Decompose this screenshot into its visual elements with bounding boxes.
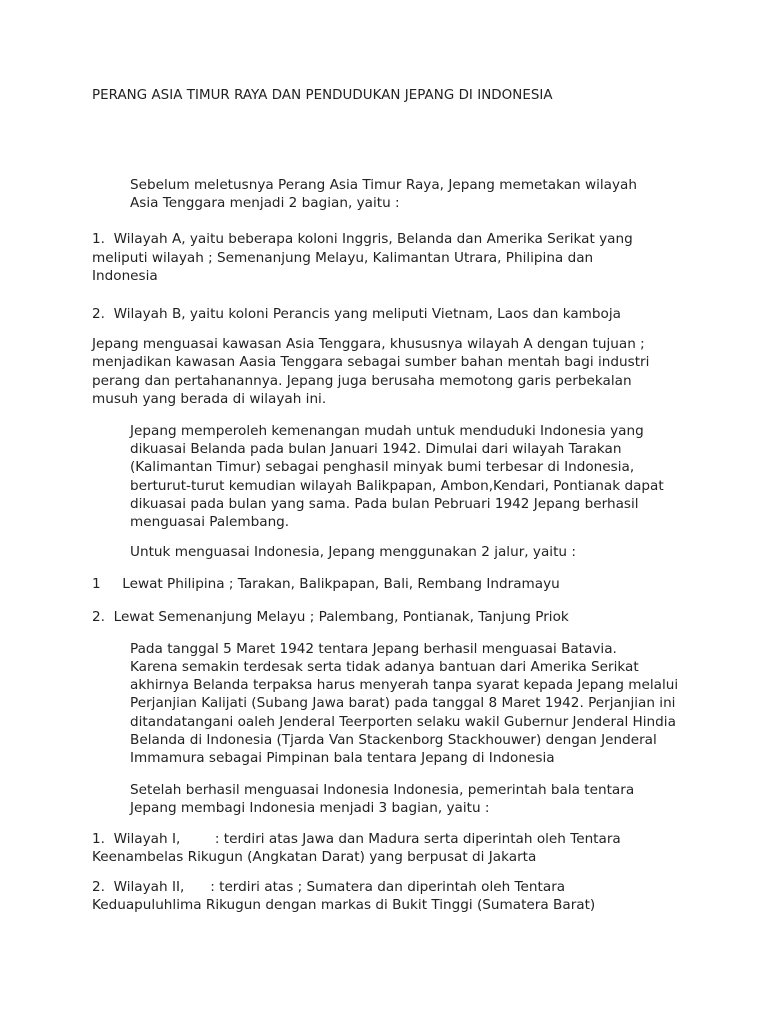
paragraph <box>92 640 692 767</box>
text-line: meliputi wilayah ; Semenanjung Melayu, Kalimantan Utrara, Philipina dan <box>92 249 594 266</box>
paragraph <box>92 305 692 323</box>
text-line: Immamura sebagai Pimpinan bala tentara Jepang di Indonesia <box>130 750 555 767</box>
text-line: Setelah berhasil menguasai Indonesia Indonesia, pemerintah bala tentara <box>130 782 635 799</box>
text-line: (Kalimantan Timur) sebagai penghasil minyak bumi terbesar di Indonesia, <box>130 459 635 476</box>
text-line: Jepang memperoleh kemenangan mudah untuk menduduki Indonesia yang <box>130 423 644 440</box>
document-title: PERANG ASIA TIMUR RAYA DAN PENDUDUKAN JEPANG DI INDONESIA <box>92 88 553 103</box>
text-line: 1. Wilayah I, : terdiri atas Jawa dan Madura serta diperintah oleh Tentara <box>92 830 621 847</box>
paragraph <box>92 781 692 817</box>
text-line: berturut-turut kemudian wilayah Balikpapan, Ambon,Kendari, Pontianak dapat <box>130 477 664 494</box>
text-line: Asia Tenggara menjadi 2 bagian, yaitu : <box>130 195 400 212</box>
text-line: menjadikan kawasan Aasia Tenggara sebagai sumber bahan mentah bagi industri <box>92 354 650 371</box>
text-line: Karena semakin terdesak serta tidak adanya bantuan dari Amerika Serikat <box>130 659 639 676</box>
text-line: Indonesia <box>92 267 158 284</box>
paragraph <box>92 608 692 626</box>
text-line: 1 Lewat Philipina ; Tarakan, Balikpapan, Bali, Rembang Indramayu <box>92 576 560 593</box>
text-line: menguasai Palembang. <box>130 514 290 531</box>
paragraph <box>92 176 692 212</box>
text-line: Keduapuluhlima Rikugun dengan markas di Bukit Tinggi (Sumatera Barat) <box>92 897 596 914</box>
document-body <box>92 176 692 927</box>
text-line: Belanda di Indonesia (Tjarda Van Stackenborg Stackhouwer) dengan Jenderal <box>130 731 657 748</box>
paragraph <box>92 543 692 561</box>
paragraph <box>92 575 692 593</box>
text-line: musuh yang berada di wilayah ini. <box>92 390 327 407</box>
text-line: perang dan pertahanannya. Jepang juga berusaha memotong garis perbekalan <box>92 372 632 389</box>
text-line: akhirnya Belanda terpaksa harus menyerah tanpa syarat kepada Jepang melalui <box>130 677 679 694</box>
paragraph <box>92 335 692 408</box>
text-line: 1. Wilayah A, yaitu beberapa koloni Inggris, Belanda dan Amerika Serikat yang <box>92 231 633 248</box>
text-line: Pada tanggal 5 Maret 1942 tentara Jepang berhasil menguasai Batavia. <box>130 640 617 657</box>
paragraph <box>92 878 692 914</box>
text-line: 2. Lewat Semenanjung Melayu ; Palembang, Pontianak, Tanjung Priok <box>92 608 569 625</box>
text-line: ditandatangani oaleh Jenderal Teerporten selaku wakil Gubernur Jenderal Hindia <box>130 713 676 730</box>
text-line: 2. Wilayah II, : terdiri atas ; Sumatera dan diperintah oleh Tentara <box>92 879 566 896</box>
text-line: 2. Wilayah B, yaitu koloni Perancis yang meliputi Vietnam, Laos dan kamboja <box>92 306 621 323</box>
text-line: Untuk menguasai Indonesia, Jepang menggunakan 2 jalur, yaitu : <box>130 544 576 561</box>
text-line: Jepang membagi Indonesia menjadi 3 bagian, yaitu : <box>130 800 490 817</box>
text-line: dikuasai pada bulan yang sama. Pada bulan Pebruari 1942 Jepang berhasil <box>130 495 639 512</box>
paragraph <box>92 230 692 285</box>
text-line: Perjanjian Kalijati (Subang Jawa barat) pada tanggal 8 Maret 1942. Perjanjian ini <box>130 695 676 712</box>
text-line: dikuasai Belanda pada bulan Januari 1942. Dimulai dari wilayah Tarakan <box>130 441 622 458</box>
text-line: Jepang menguasai kawasan Asia Tenggara, khususnya wilayah A dengan tujuan ; <box>92 336 645 353</box>
paragraph <box>92 422 692 531</box>
text-line: Sebelum meletusnya Perang Asia Timur Raya, Jepang memetakan wilayah <box>130 177 637 193</box>
text-line: Keenambelas Rikugun (Angkatan Darat) yang berpusat di Jakarta <box>92 848 537 865</box>
paragraph <box>92 830 692 866</box>
